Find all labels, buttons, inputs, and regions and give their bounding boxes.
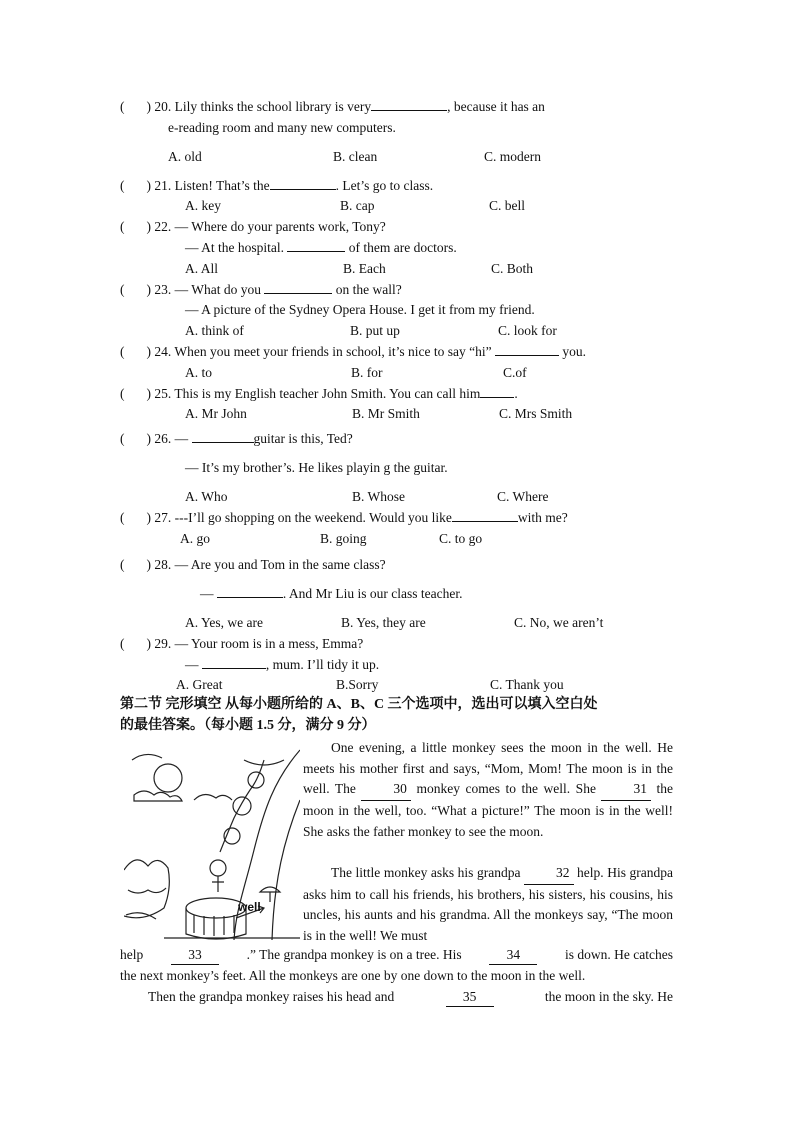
section-heading-line2: 的最佳答案。（每小题 1.5 分，满分 9 分） <box>120 718 376 733</box>
answer-blank[interactable] <box>192 430 254 443</box>
question-21: ( ) 21. Listen! That’s the . Let’s go to class. <box>120 178 434 193</box>
answer-blank[interactable] <box>452 509 518 522</box>
option-a[interactable]: A. to <box>185 365 212 380</box>
option-c[interactable]: C. No, we aren’t <box>514 615 604 630</box>
question-23-line2: — A picture of the Sydney Opera House. I get it from my friend. <box>185 302 535 317</box>
question-text: , because it has an <box>447 99 545 114</box>
answer-blank[interactable] <box>495 343 559 356</box>
option-a[interactable]: A. Mr John <box>185 406 247 421</box>
question-27: ( ) 27. ---I’ll go shopping on the weekend. Would you like with me? <box>120 510 568 525</box>
option-a[interactable]: A. think of <box>185 323 244 338</box>
option-c[interactable]: C. Where <box>497 489 549 504</box>
blank-35[interactable]: 35 <box>446 988 494 1007</box>
passage-line: the next monkey’s feet. All the monkeys are one by one down to the moon in the well. <box>120 968 586 983</box>
option-a[interactable]: A. Great <box>176 677 223 692</box>
question-29-line2: — , mum. I’ll tidy it up. <box>185 657 380 672</box>
option-a[interactable]: A. old <box>168 149 202 164</box>
question-26: ( ) 26. — guitar is this, Ted? <box>120 431 353 446</box>
blank-34[interactable]: 34 <box>489 946 537 965</box>
option-b[interactable]: B. put up <box>350 323 400 338</box>
option-c[interactable]: C. to go <box>439 531 483 546</box>
answer-blank[interactable] <box>264 281 332 294</box>
question-22: ( ) 22. — Where do your parents work, Tony? <box>120 219 386 234</box>
question-20: ( ) 20. Lily thinks the school library is very , because it has an <box>120 99 545 114</box>
option-b[interactable]: B. going <box>320 531 367 546</box>
well-label: well <box>238 900 261 914</box>
blank-33[interactable]: 33 <box>171 946 219 965</box>
passage-paragraph-1: One evening, a little monkey sees the moon in the well. He meets his mother first and says, “Mom, Mom! The moon is in the well. The 30 monkey comes to the well. She 31 the moon in the well, too. “What a picture!” The moon is in the well! She asks the father monkey to see the moon. <box>303 740 673 839</box>
option-b[interactable]: B. Mr Smith <box>352 406 420 421</box>
option-c[interactable]: C. bell <box>489 198 525 213</box>
option-b[interactable]: B. Yes, they are <box>341 615 426 630</box>
option-c[interactable]: C. Both <box>491 261 534 276</box>
passage-line: help 33 .” The grandpa monkey is on a tree. His 34 is down. He catches <box>120 946 673 965</box>
question-25: ( ) 25. This is my English teacher John Smith. You can call him . <box>120 386 518 401</box>
section-heading: 第二节 完形填空 从每小题所给的 A、B、C 三个选项中，选出可以填入空白处 <box>120 697 598 712</box>
question-number: 20. <box>154 99 172 114</box>
question-23: ( ) 23. — What do you on the wall? <box>120 282 402 297</box>
option-c[interactable]: C.of <box>503 365 527 380</box>
question-28-line2: — . And Mr Liu is our class teacher. <box>200 586 463 601</box>
answer-bracket[interactable]: ( <box>120 99 125 114</box>
question-20-continued: e-reading room and many new computers. <box>168 120 396 135</box>
answer-blank[interactable] <box>371 98 447 111</box>
option-a[interactable]: A. Yes, we are <box>185 615 263 630</box>
blank-30[interactable]: 30 <box>361 779 411 801</box>
monkey-well-illustration <box>124 740 300 940</box>
answer-blank[interactable] <box>202 656 266 669</box>
option-c[interactable]: C. modern <box>484 149 541 164</box>
option-b[interactable]: B. clean <box>333 149 378 164</box>
option-b[interactable]: B. cap <box>340 198 375 213</box>
question-text: Lily thinks the school library is very <box>174 99 372 114</box>
option-b[interactable]: B. Whose <box>352 489 405 504</box>
answer-blank[interactable] <box>480 385 514 398</box>
question-22-line2: — At the hospital. of them are doctors. <box>185 240 457 255</box>
option-b[interactable]: B. Each <box>343 261 386 276</box>
passage-line: Then the grandpa monkey raises his head and 35 the moon in the sky. He <box>148 988 673 1007</box>
option-c[interactable]: C. Mrs Smith <box>499 406 573 421</box>
option-c[interactable]: C. look for <box>498 323 557 338</box>
option-a[interactable]: A. Who <box>185 489 228 504</box>
question-28: ( ) 28. — Are you and Tom in the same class? <box>120 557 386 572</box>
passage-paragraph-2: The little monkey asks his grandpa 32 help. His grandpa asks him to call his friends, his brothers, his sisters, his cousins, his uncles, his aunts and his grandma. All the monkeys say, “The moon is in the well! We must <box>303 865 673 944</box>
option-a[interactable]: A. All <box>185 261 219 276</box>
blank-31[interactable]: 31 <box>601 779 651 801</box>
answer-blank[interactable] <box>270 177 336 190</box>
option-a[interactable]: A. go <box>180 531 210 546</box>
answer-bracket[interactable]: ( <box>120 178 125 193</box>
blank-32[interactable]: 32 <box>524 863 574 885</box>
option-c[interactable]: C. Thank you <box>490 677 564 692</box>
option-b[interactable]: B. for <box>351 365 383 380</box>
cartoon-icon <box>124 740 300 940</box>
option-b[interactable]: B.Sorry <box>336 677 379 692</box>
answer-blank[interactable] <box>287 239 345 252</box>
answer-blank[interactable] <box>217 585 283 598</box>
question-26-line2: — It’s my brother’s. He likes playin g the guitar. <box>185 460 448 475</box>
option-a[interactable]: A. key <box>185 198 221 213</box>
question-24: ( ) 24. When you meet your friends in school, it’s nice to say “hi” you. <box>120 344 586 359</box>
question-29: ( ) 29. — Your room is in a mess, Emma? <box>120 636 364 651</box>
